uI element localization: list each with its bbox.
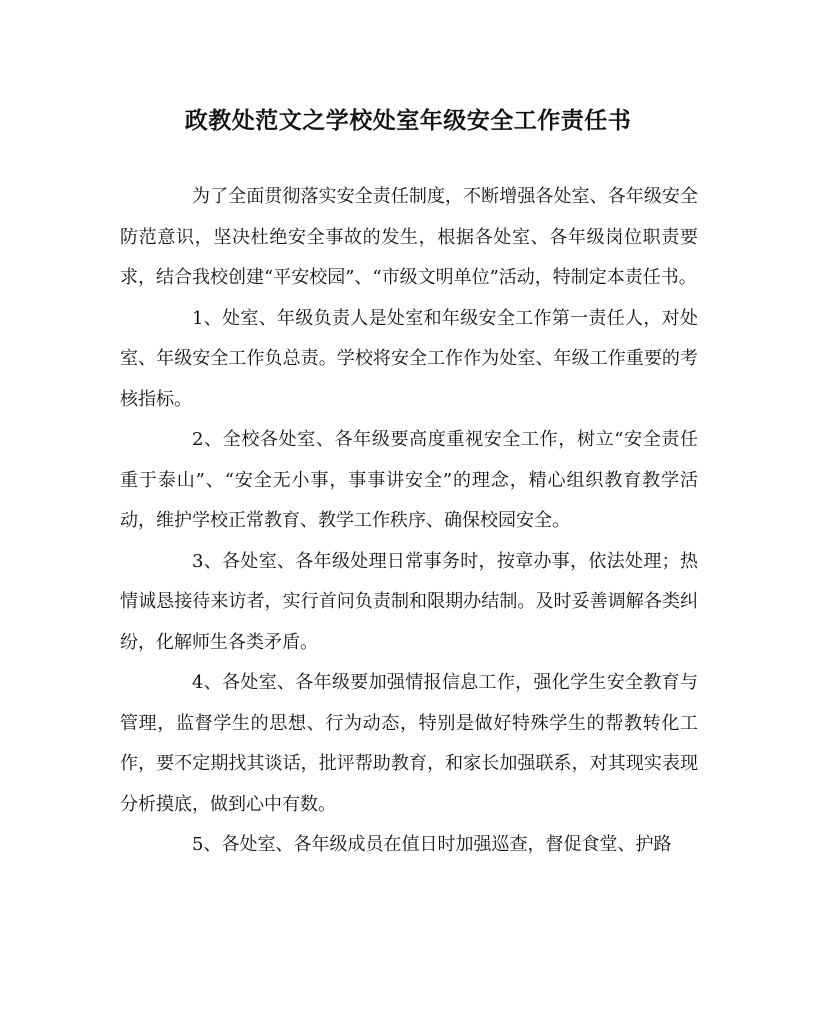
document-title: 政教处范文之学校处室年级安全工作责任书	[184, 107, 632, 134]
document-body	[120, 177, 698, 866]
paragraph-item-4: 4、各处室、各年级要加强情报信息工作，强化学生安全教育与管理，监督学生的思想、行为动态，特别是做好特殊学生的帮教转化工作，要不定期找其谈话，批评帮助教育，和家长加强联系，对其现实表现分析摸底，做到心中有数。	[120, 672, 698, 815]
paragraph-item-2: 2、全校各处室、各年级要高度重视安全工作，树立“安全责任重于泰山”、“安全无小事，事事讲安全”的理念，精心组织教育教学活动，维护学校正常教育、教学工作秩序、确保校园安全。	[120, 429, 698, 531]
paragraph-intro: 为了全面贯彻落实安全责任制度，不断增强各处室、各年级安全防范意识，坚决杜绝安全事故的发生，根据各处室、各年级岗位职责要求，结合我校创建“平安校园”、“市级文明单位”活动，特制定本责任书。	[120, 186, 698, 288]
paragraph-item-1: 1、处室、年级负责人是处室和年级安全工作第一责任人，对处室、年级安全工作负总责。学校将安全工作作为处室、年级工作重要的考核指标。	[120, 307, 698, 410]
paragraph-item-3: 3、各处室、各年级处理日常事务时，按章办事，依法处理；热情诚恳接待来访者，实行首问负责制和限期办结制。及时妥善调解各类纠纷，化解师生各类矛盾。	[120, 550, 698, 653]
paragraph-item-5: 5、各处室、各年级成员在值日时加强巡查，督促食堂、护路	[192, 834, 672, 855]
